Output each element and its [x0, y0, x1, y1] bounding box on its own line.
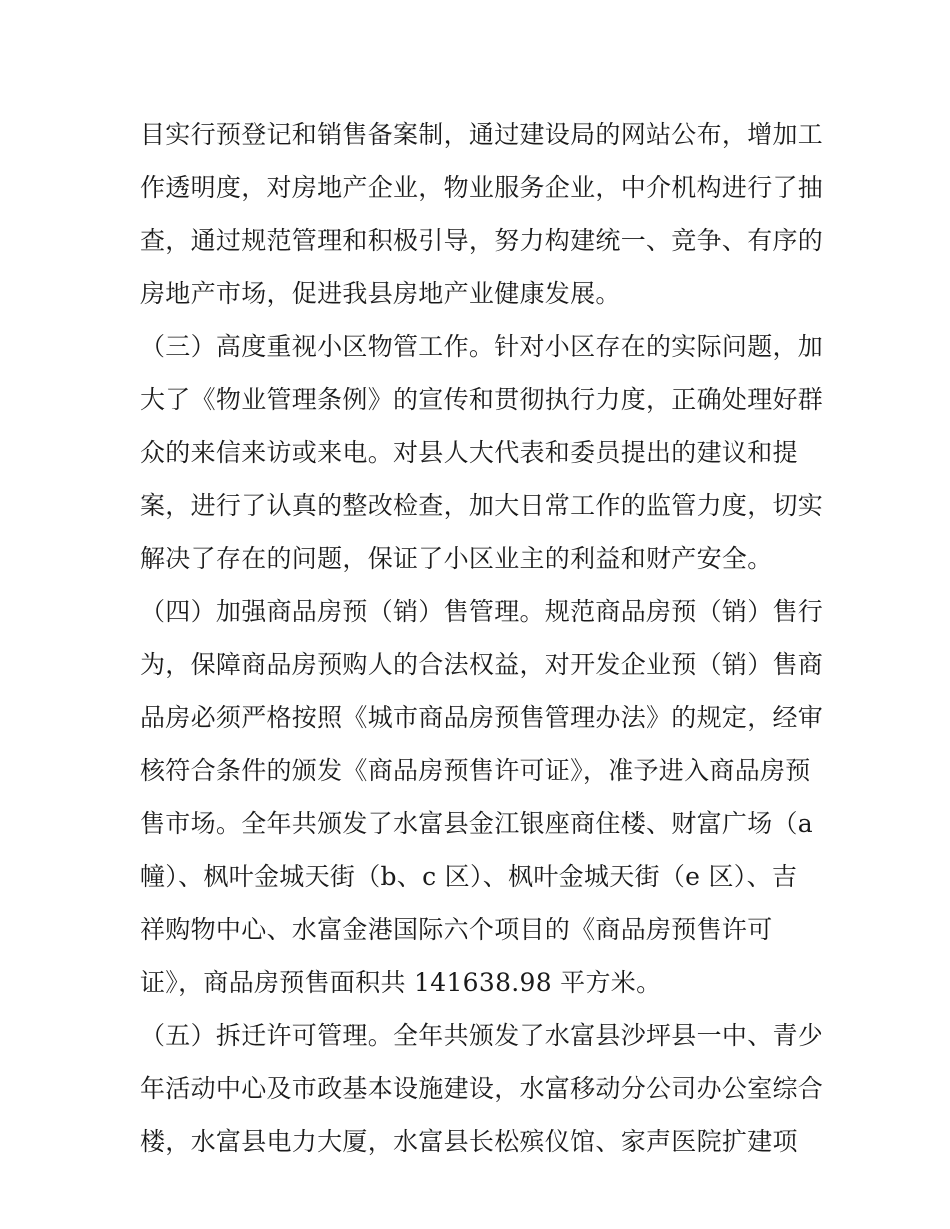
text-line: 解决了存在的问题，保证了小区业主的利益和财产安全。 — [140, 544, 773, 573]
text-line: 祥购物中心、水富金港国际六个项目的《商品房预售许可 — [140, 915, 773, 944]
body-text — [140, 108, 824, 1168]
text-line: 年活动中心及市政基本设施建设，水富移动分公司办公室综合 — [140, 1074, 824, 1103]
text-line: 核符合条件的颁发《商品房预售许可证》，准予进入商品房预 — [140, 756, 811, 785]
text-line: （五）拆迁许可管理。全年共颁发了水富县沙坪县一中、青少 — [140, 1021, 824, 1050]
text-line: （四）加强商品房预（销）售管理。规范商品房预（销）售行 — [140, 597, 824, 626]
text-line: 幢）、枫叶金城天街（b、c 区）、枫叶金城天街（e 区）、吉 — [140, 862, 798, 891]
text-line: 查，通过规范管理和积极引导，努力构建统一、竞争、有序的 — [140, 226, 824, 255]
text-line: 为，保障商品房预购人的合法权益，对开发企业预（销）售商 — [140, 650, 824, 679]
text-line: 案，进行了认真的整改检查，加大日常工作的监管力度，切实 — [140, 491, 824, 520]
text-line: （三）高度重视小区物管工作。针对小区存在的实际问题，加 — [140, 332, 824, 361]
text-line: 众的来信来访或来电。对县人大代表和委员提出的建议和提 — [140, 438, 798, 467]
text-line: 品房必须严格按照《城市商品房预售管理办法》的规定，经审 — [140, 703, 824, 732]
text-line: 大了《物业管理条例》的宣传和贯彻执行力度，正确处理好群 — [140, 385, 824, 414]
text-line: 证》，商品房预售面积共 141638.98 平方米。 — [140, 968, 662, 997]
text-line: 楼，水富县电力大厦，水富县长松殡仪馆、家声医院扩建项 — [140, 1127, 798, 1156]
text-line: 作透明度，对房地产企业，物业服务企业，中介机构进行了抽 — [140, 173, 824, 202]
text-line: 房地产市场，促进我县房地产业健康发展。 — [140, 279, 621, 308]
text-line: 目实行预登记和销售备案制，通过建设局的网站公布，增加工 — [140, 120, 824, 149]
text-line: 售市场。全年共颁发了水富县金江银座商住楼、财富广场（a — [140, 809, 814, 838]
